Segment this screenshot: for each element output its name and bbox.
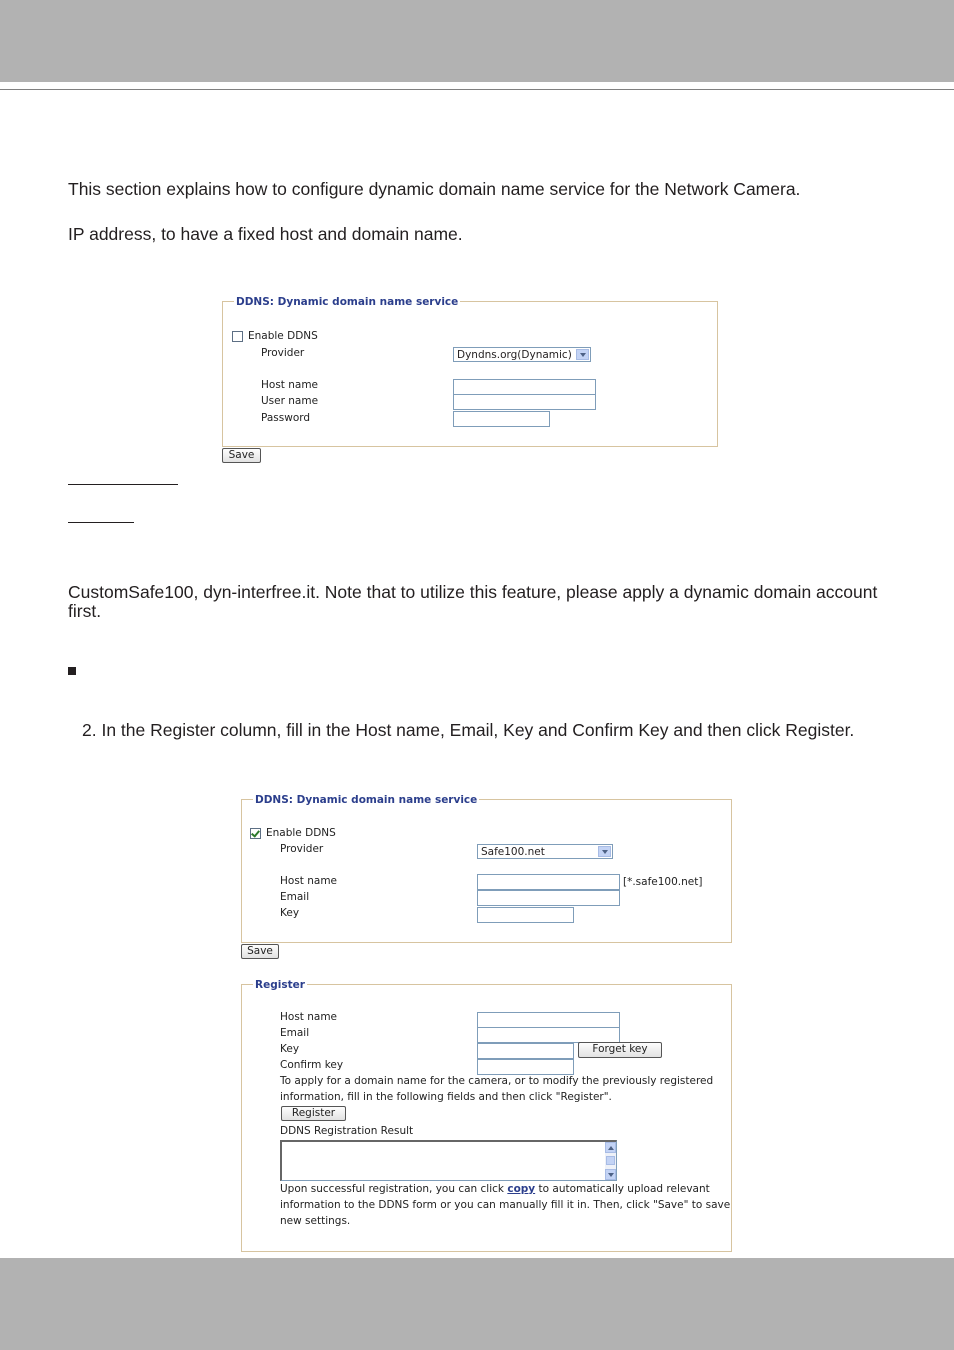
email-input[interactable] — [477, 890, 620, 906]
registration-result-label: DDNS Registration Result — [280, 1125, 414, 1137]
register-instructions-1: To apply for a domain name for the camera, or to modify the previously registered — [280, 1075, 714, 1087]
page-footer-band — [0, 1258, 954, 1350]
provider-value: Dyndns.org(Dynamic) — [457, 349, 572, 361]
user-name-label: User name — [261, 395, 319, 407]
save-button[interactable]: Save — [222, 448, 261, 463]
password-label: Password — [261, 412, 311, 424]
scroll-down-icon[interactable] — [605, 1169, 616, 1180]
enable-ddns-checkbox[interactable] — [232, 331, 243, 342]
provider-value-2: Safe100.net — [481, 846, 545, 858]
reg-host-name-label: Host name — [280, 1011, 338, 1023]
upon-prefix: Upon successful registration, you can click — [280, 1183, 504, 1195]
scroll-up-icon[interactable] — [605, 1142, 616, 1153]
upon-success-line-1 — [280, 1183, 710, 1196]
header-divider — [0, 89, 954, 90]
key-label: Key — [280, 907, 300, 919]
heading-underline-2 — [68, 522, 134, 523]
provider-select-2[interactable] — [477, 844, 613, 859]
heading-underline-1 — [68, 484, 178, 485]
reg-key-label: Key — [280, 1043, 300, 1055]
host-name-input[interactable] — [453, 379, 596, 395]
textarea-scrollbar[interactable] — [605, 1142, 616, 1180]
register-panel — [241, 979, 732, 1252]
providers-line: CustomSafe100, dyn-interfree.it. Note that to utilize this feature, please apply a dynamic domain account — [68, 582, 878, 602]
register-instructions-2: information, fill in the following fields and then click "Register". — [280, 1091, 612, 1103]
upon-suffix: to automatically upload relevant — [538, 1183, 710, 1195]
register-button[interactable]: Register — [281, 1106, 346, 1121]
host-suffix: [*.safe100.net] — [623, 876, 703, 888]
upon-success-line-2: information to the DDNS form or you can manually fill it in. Then, click "Save" to save — [280, 1199, 731, 1211]
register-legend: Register — [255, 979, 305, 991]
user-name-input[interactable] — [453, 394, 596, 410]
key-input[interactable] — [477, 907, 574, 923]
intro-line-2: IP address, to have a fixed host and domain name. — [68, 224, 463, 244]
chevron-down-icon — [576, 349, 589, 360]
provider-label-2: Provider — [280, 843, 324, 855]
upon-success-line-3: new settings. — [280, 1215, 351, 1227]
registration-result-textarea[interactable] — [280, 1140, 617, 1181]
provider-select[interactable] — [453, 347, 591, 362]
save-button-2[interactable]: Save — [241, 944, 279, 959]
reg-email-label: Email — [280, 1027, 310, 1039]
host-name-input-2[interactable] — [477, 874, 620, 890]
forget-key-button[interactable]: Forget key — [578, 1042, 662, 1058]
ddns-legend-2: DDNS: Dynamic domain name service — [255, 794, 478, 806]
bullet-square — [68, 667, 76, 675]
enable-ddns-label-2: Enable DDNS — [266, 827, 336, 839]
host-name-label: Host name — [261, 379, 319, 391]
chevron-down-icon — [598, 846, 611, 857]
ddns-panel — [222, 296, 718, 447]
reg-confirm-key-label: Confirm key — [280, 1059, 344, 1071]
providers-line-2: first. — [68, 601, 102, 621]
provider-label: Provider — [261, 347, 305, 359]
reg-host-name-input[interactable] — [477, 1012, 620, 1028]
enable-ddns-checkbox-2[interactable] — [250, 828, 261, 839]
reg-email-input[interactable] — [477, 1027, 620, 1043]
reg-confirm-key-input[interactable] — [477, 1059, 574, 1075]
password-input[interactable] — [453, 411, 550, 427]
ddns-panel-2 — [241, 794, 732, 943]
step-2-text: 2. In the Register column, fill in the Host name, Email, Key and Confirm Key and then click Register. — [82, 720, 855, 740]
scroll-thumb[interactable] — [606, 1156, 615, 1165]
page-header-band — [0, 0, 954, 82]
copy-link[interactable]: copy — [507, 1183, 536, 1195]
reg-key-input[interactable] — [477, 1043, 574, 1059]
email-label: Email — [280, 891, 310, 903]
enable-ddns-label: Enable DDNS — [248, 330, 318, 342]
host-name-label-2: Host name — [280, 875, 338, 887]
intro-line-1: This section explains how to configure dynamic domain name service for the Network Camera. — [68, 179, 801, 199]
ddns-legend: DDNS: Dynamic domain name service — [236, 296, 459, 308]
